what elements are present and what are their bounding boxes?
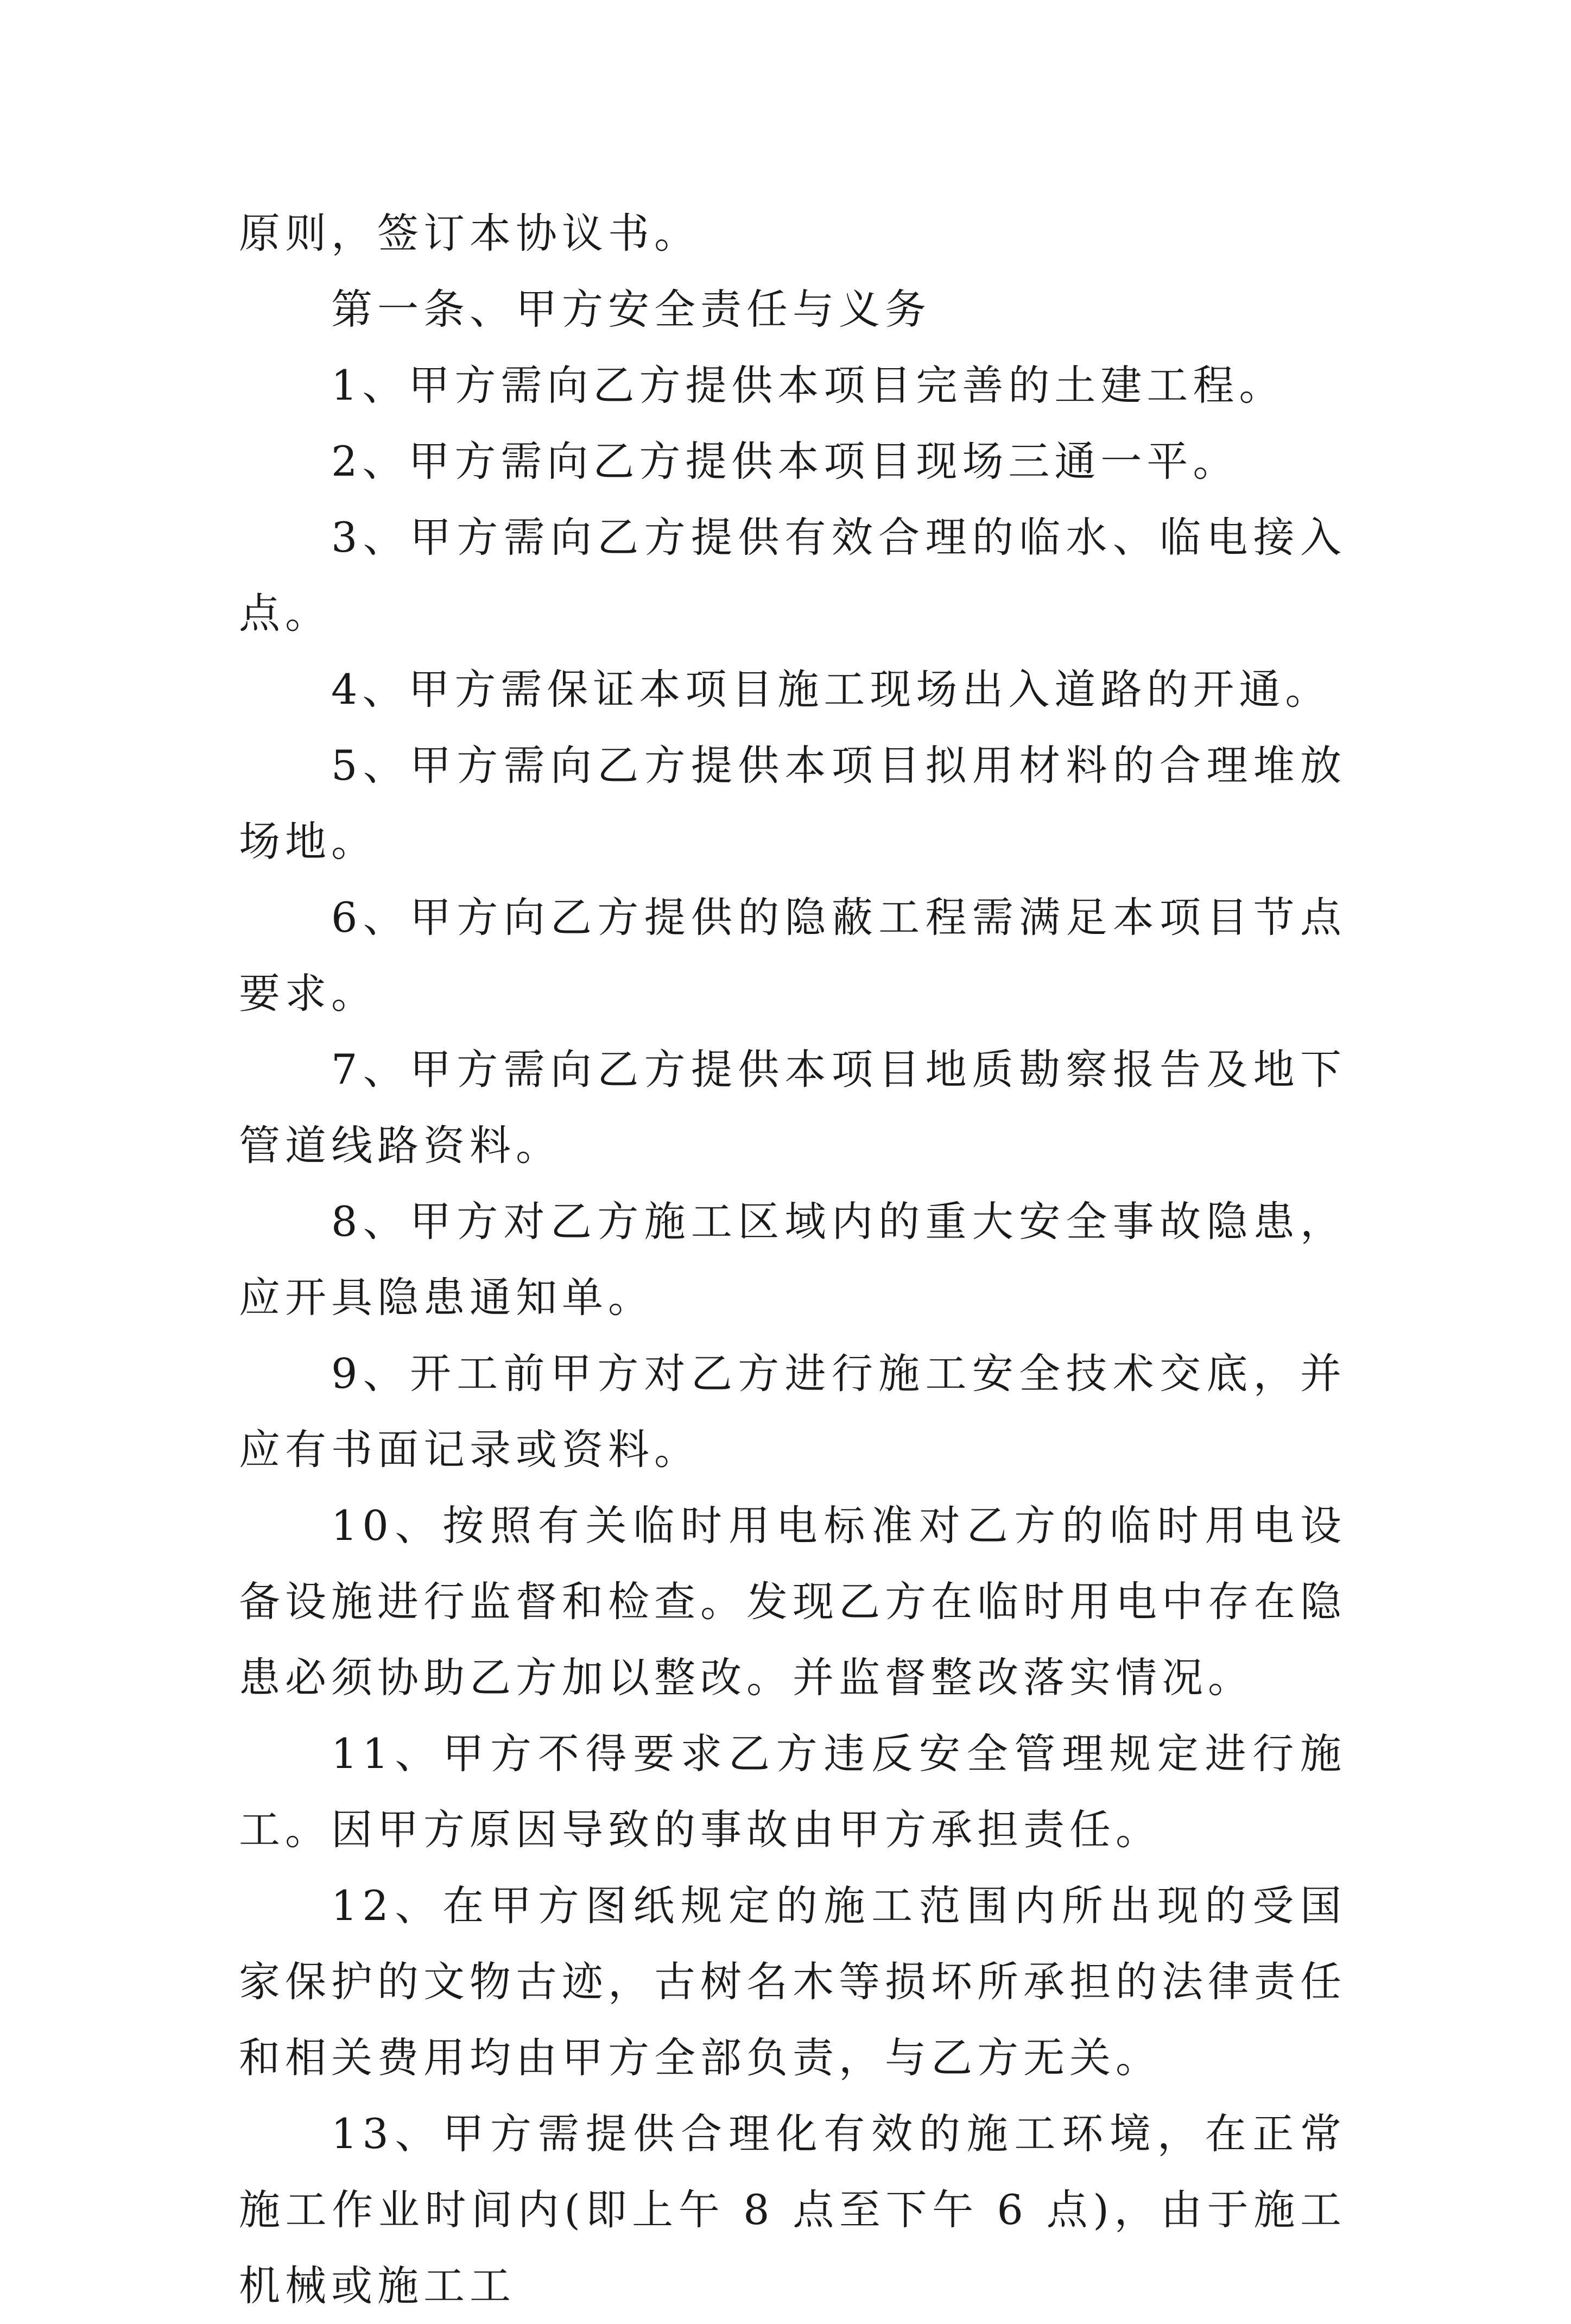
article-heading: 第一条、甲方安全责任与义务 [331,285,931,333]
clause-3: 3、甲方需向乙方提供有效合理的临水、临电接入点。 [239,513,1346,637]
clause-9: 9、开工前甲方对乙方进行施工安全技术交底，并应有书面记录或资料。 [239,1349,1346,1474]
clause-11: 11、甲方不得要求乙方违反安全管理规定进行施工。因甲方原因导致的事故由甲方承担责任。 [239,1729,1346,1854]
clause-2: 2、甲方需向乙方提供本项目现场三通一平。 [331,437,1239,485]
clause-7: 7、甲方需向乙方提供本项目地质勘察报告及地下管道线路资料。 [239,1045,1346,1170]
clause-13: 13、甲方需提供合理化有效的施工环境，在正常施工作业时间内(即上午 8 点至下午 6 点)，由于施工机械或施工工 [239,2110,1346,2310]
clause-6: 6、甲方向乙方提供的隐蔽工程需满足本项目节点要求。 [239,893,1346,1018]
clause-4: 4、甲方需保证本项目施工现场出入道路的开通。 [331,665,1332,713]
clause-12: 12、在甲方图纸规定的施工范围内所出现的受国家保护的文物古迹，古树名木等损坏所承担的法律责任和相关费用均由甲方全部负责，与乙方无关。 [239,1881,1346,2082]
clause-8: 8、甲方对乙方施工区域内的重大安全事故隐患，应开具隐患通知单。 [239,1197,1346,1322]
paragraph-intro: 原则，签订本协议书。 [239,209,700,257]
clause-10: 10、按照有关临时用电标准对乙方的临时用电设备设施进行监督和检查。发现乙方在临时用电中存在隐患必须协助乙方加以整改。并监督整改落实情况。 [239,1501,1346,1702]
document-body [239,195,1346,2324]
clause-5: 5、甲方需向乙方提供本项目拟用材料的合理堆放场地。 [239,741,1346,866]
clause-1: 1、甲方需向乙方提供本项目完善的土建工程。 [331,361,1285,409]
